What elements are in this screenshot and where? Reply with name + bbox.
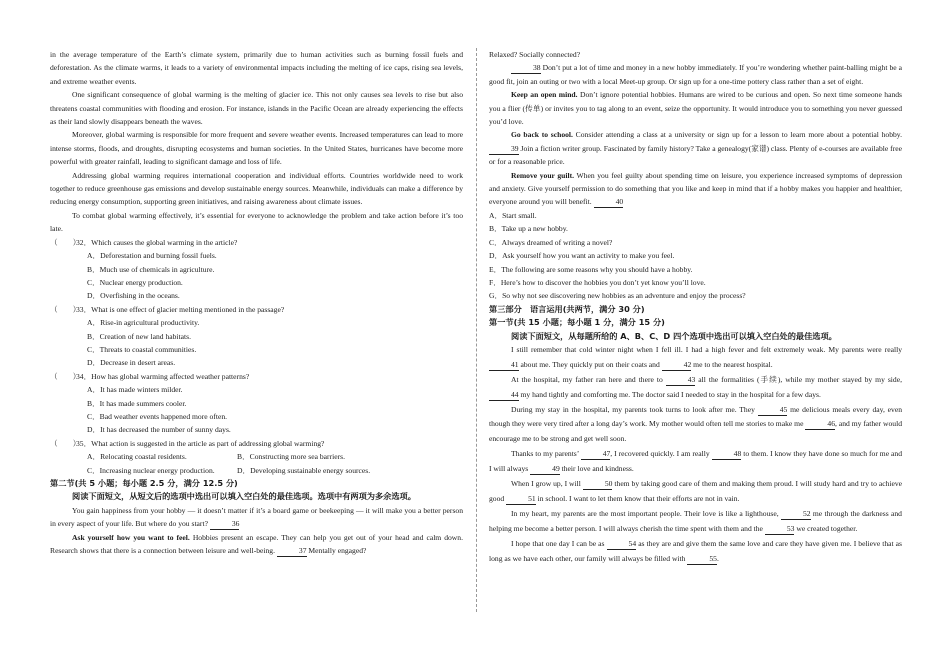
option: A．Relocating coastal residents. <box>87 452 187 462</box>
cloze-passage <box>489 343 902 567</box>
blank-52[interactable]: 52 <box>781 509 811 520</box>
paragraph-text: as they are and give them the same love and care they have given me. I believe that as long as we have each other, our family will always be filled with <box>489 538 902 563</box>
blank-55[interactable]: 55 <box>687 554 717 565</box>
paragraph-text: Don’t put a lot of time and money in a new hobby immediately. If you’re wondering whether paint-balling might be a good fit, join an outing or two with a local Meet-up group. Or sign up for a one-time pottery class rather than a set of eight. <box>489 63 902 86</box>
blank-42[interactable]: 42 <box>662 360 692 371</box>
paragraph-text: Hobbies present an escape. They can help you get out of your head and calm down. Research shows that there is a connection between leisure and well-being. <box>50 532 463 556</box>
paragraph-text: me delicious meals every day, even though they were very tired after a long day’s work. My mother would often tell me stories to make me <box>489 404 902 429</box>
passage-paragraph <box>489 88 902 128</box>
paragraph-text: all the formalities (手续), while my mother stayed by my side, <box>698 374 902 384</box>
choice-option: C．Always dreamed of writing a novel? <box>489 237 613 247</box>
option: D．Overfishing in the oceans. <box>87 291 180 301</box>
question-stem: 35．What action is suggested in the article as part of addressing global warming? <box>76 438 325 448</box>
question-stem: 34．How has global warming affected weather patterns? <box>76 371 250 381</box>
answer-bracket[interactable]: （ ） <box>50 237 81 247</box>
passage-paragraph <box>489 403 902 448</box>
paragraph-text: Mentally engaged? <box>308 546 367 556</box>
paragraph-text: in school. I want to let them know that their efforts are not in vain. <box>537 494 740 503</box>
option: D．Decrease in desert areas. <box>87 358 176 368</box>
question-34 <box>50 370 463 383</box>
paragraph-text: to them. I know they have done so much for me and I will always <box>489 449 903 474</box>
paragraph-heading: Ask yourself how you want to feel. <box>72 532 190 542</box>
paragraph-text: Join a fiction writer group. Fascinated by family history? Take a genealogy(家谱) class. Plenty of e-courses are available free or for a reasonable price. <box>489 143 902 167</box>
option: A．Deforestation and burning fossil fuels. <box>87 251 217 261</box>
choice-option: D．Ask yourself how you want an activity to make you feel. <box>489 251 675 261</box>
left-column <box>50 48 463 557</box>
choice-option: F．Here’s how to discover the hobbies you don’t yet know you’ll love. <box>489 277 706 287</box>
paragraph-text: we created together. <box>796 523 858 533</box>
section-instructions: 阅读下面短文，从每题所给的 A、B、C、D 四个选项中选出可以填入空白处的最佳选项。 <box>511 330 837 341</box>
paragraph-heading: Remove your guilt. <box>511 170 575 180</box>
passage-paragraph <box>50 531 463 558</box>
blank-45[interactable]: 45 <box>758 405 788 416</box>
paragraph-text: , and my father would encourage me to be strong and get well soon. <box>489 419 902 444</box>
paragraph-text: about me. They quickly put on their coats and <box>520 359 660 369</box>
blank-50[interactable]: 50 <box>583 479 613 490</box>
option: A．It has made winters milder. <box>87 385 183 395</box>
blank-46[interactable]: 46 <box>805 419 835 430</box>
question-stem: 32．Which causes the global warming in the article? <box>76 237 238 247</box>
paragraph-text: them by taking good care of them and making them proud. I will study hard and try to achieve good <box>489 479 903 503</box>
passage-paragraph <box>489 537 902 567</box>
blank-53[interactable]: 53 <box>765 524 795 535</box>
choice-option: E．The following are some reasons why you should have a hobby. <box>489 264 693 274</box>
section-title: 第二节(共 5 小题；每小题 2.5 分，满分 12.5 分) <box>50 478 238 488</box>
blank-38[interactable]: 38 <box>511 63 541 74</box>
passage-paragraph <box>489 373 902 403</box>
paragraph-text: me through the darkness and helping me become a better person. I will always cherish the time spent with them and the <box>489 508 902 533</box>
choice-option: B．Take up a new hobby. <box>489 224 568 234</box>
passage-paragraph <box>489 343 902 373</box>
paragraph-text: During my stay in the hospital, my parents took turns to look after me. They <box>511 404 755 414</box>
choice-option: G．So why not see discovering new hobbies as an adventure and enjoy the process? <box>489 291 746 301</box>
blank-37[interactable]: 37 <box>277 546 307 557</box>
option: D．It has decreased the number of sunny days. <box>87 425 231 435</box>
paragraph-text: , I recovered quickly. I am really <box>610 449 710 459</box>
blank-51[interactable]: 51 <box>506 494 536 505</box>
option: A．Rise-in agricultural productivity. <box>87 318 200 328</box>
option: D．Developing sustainable energy sources. <box>237 465 371 475</box>
paragraph-text: You gain happiness from your hobby — it doesn’t matter if it’s a board game or beekeeping — it will make you a better person in every aspect of your life. But where do you start? <box>50 505 463 529</box>
passage-paragraph: One significant consequence of global warming is the melting of glacier ice. This not only causes sea levels to rise but also threatens coastal communities with flooding and erosion. For instance, islands in the Pacific Ocean are already experiencing the effects as their land slowly disappears beneath the waves. <box>50 90 463 127</box>
paragraph-text: Consider attending a class at a university or sign up for a lesson to learn more about a potential hobby. <box>575 130 902 140</box>
blank-43[interactable]: 43 <box>666 375 696 386</box>
paragraph-text: In my heart, my parents are the most important people. Their love is like a lighthouse, <box>511 508 779 518</box>
question-33 <box>50 303 463 316</box>
option: C．Threats to coastal communities. <box>87 344 197 354</box>
blank-54[interactable]: 54 <box>607 539 637 550</box>
paragraph-text: Don’t ignore potential hobbies. Humans are wired to be curious and open. So next time someone hands you a flier (传单) or invites you to tag along to an event, seize the opportunity. It would introduce you to something you never guessed you’d love. <box>489 90 902 127</box>
paragraph-text: I hope that one day I can be as <box>511 538 605 548</box>
paragraph-text: me to the nearest hospital. <box>693 359 773 369</box>
passage-paragraph <box>489 128 902 168</box>
right-column <box>489 48 902 567</box>
blank-49[interactable]: 49 <box>530 464 560 475</box>
blank-48[interactable]: 48 <box>712 449 742 460</box>
answer-bracket[interactable]: （ ） <box>50 438 81 448</box>
passage-paragraph <box>489 477 902 507</box>
passage-paragraph: in the average temperature of the Earth’s climate system, primarily due to human activities such as burning fossil fuels and deforestation. As the climate warms, it leads to a variety of environmental impacts including the melting of ice caps, rising sea levels, and extreme weather events. <box>50 50 463 86</box>
blank-44[interactable]: 44 <box>489 390 519 401</box>
option: B．Much use of chemicals in agriculture. <box>87 264 215 274</box>
passage-paragraph <box>489 61 902 88</box>
question-stem: 33．What is one effect of glacier melting mentioned in the passage? <box>76 304 285 314</box>
option: C．Increasing nuclear energy production. <box>87 465 215 475</box>
blank-41[interactable]: 41 <box>489 360 519 371</box>
paragraph-heading: Go back to school. <box>511 130 573 140</box>
option: B．Constructing more sea barriers. <box>237 452 345 462</box>
choice-option: A．Start small. <box>489 210 537 220</box>
paragraph-text: When you feel guilty about spending time on leisure, you experience increased symptoms of depression and anxiety. Give yourself permission to do something that you like and keep in mind that if a hobby makes you happier and healthier, everyone around you will benefit. <box>489 170 902 207</box>
section-title: 第一节(共 15 小题；每小题 1 分，满分 15 分) <box>489 317 665 328</box>
paragraph-text: At the hospital, my father ran here and there to <box>511 374 663 384</box>
answer-bracket[interactable]: （ ） <box>50 371 81 381</box>
option: B．Creation of new land habitats. <box>87 331 191 341</box>
passage-paragraph: Addressing global warming requires international cooperation and individual efforts. Countries worldwide need to work together to reduce greenhouse gas emissions and develop sustainable energy sources. Meanwhile, individuals can make a difference by reducing energy consumption, supporting green initiatives, and raising awareness about climate issues. <box>50 170 463 207</box>
paragraph-heading: Keep an open mind. <box>511 90 578 100</box>
paragraph-text: . <box>716 553 719 563</box>
answer-bracket[interactable]: （ ） <box>50 304 81 314</box>
passage-paragraph <box>489 447 902 477</box>
paragraph-text: When I grow up, I will <box>511 479 581 489</box>
passage-paragraph: To combat global warming effectively, it’s essential for everyone to acknowledge the problem and take action before it’s too late. <box>50 210 463 234</box>
question-32 <box>50 236 463 249</box>
passage-paragraph <box>50 504 463 531</box>
paragraph-text: my hand tightly and comforting me. The doctor said I needed to stay in the hospital for a few days. <box>520 389 821 399</box>
paragraph-text: their love and kindness. <box>561 464 634 474</box>
part-title: 第三部分 语言运用(共两节，满分 30 分) <box>489 303 645 314</box>
column-divider <box>476 48 477 612</box>
question-35 <box>50 437 463 450</box>
section-instructions: 阅读下面短文，从短文后的选项中选出可以填入空白处的最佳选项。选项中有两项为多余选项。 <box>72 491 416 502</box>
blank-47[interactable]: 47 <box>581 449 611 460</box>
blank-36[interactable]: 36 <box>210 519 240 530</box>
passage-paragraph <box>489 507 902 537</box>
passage-paragraph: Moreover, global warming is responsible for more frequent and severe weather events. Increased temperatures can lead to more intense storms, floods, and droughts, disrupting ecosystems and human societies. In the United States, hurricanes have become more powerful with greater rainfall, leading to significant damage and loss of life. <box>50 130 463 167</box>
blank-39[interactable]: 39 <box>489 144 519 155</box>
option-row <box>50 450 463 463</box>
paragraph-text: I still remember that cold winter night when I fell ill. I had a high fever and felt extremely weak. My parents were really <box>511 344 902 354</box>
blank-40[interactable]: 40 <box>594 197 624 208</box>
option: C．Bad weather events happened more often. <box>87 411 228 421</box>
option: C．Nuclear energy production. <box>87 277 183 287</box>
option-row <box>50 464 463 477</box>
passage-paragraph <box>489 169 902 209</box>
passage-line: Relaxed? Socially connected? <box>489 50 581 59</box>
option: B．It has made summers cooler. <box>87 398 187 408</box>
paragraph-text: Thanks to my parents’ <box>511 449 579 459</box>
